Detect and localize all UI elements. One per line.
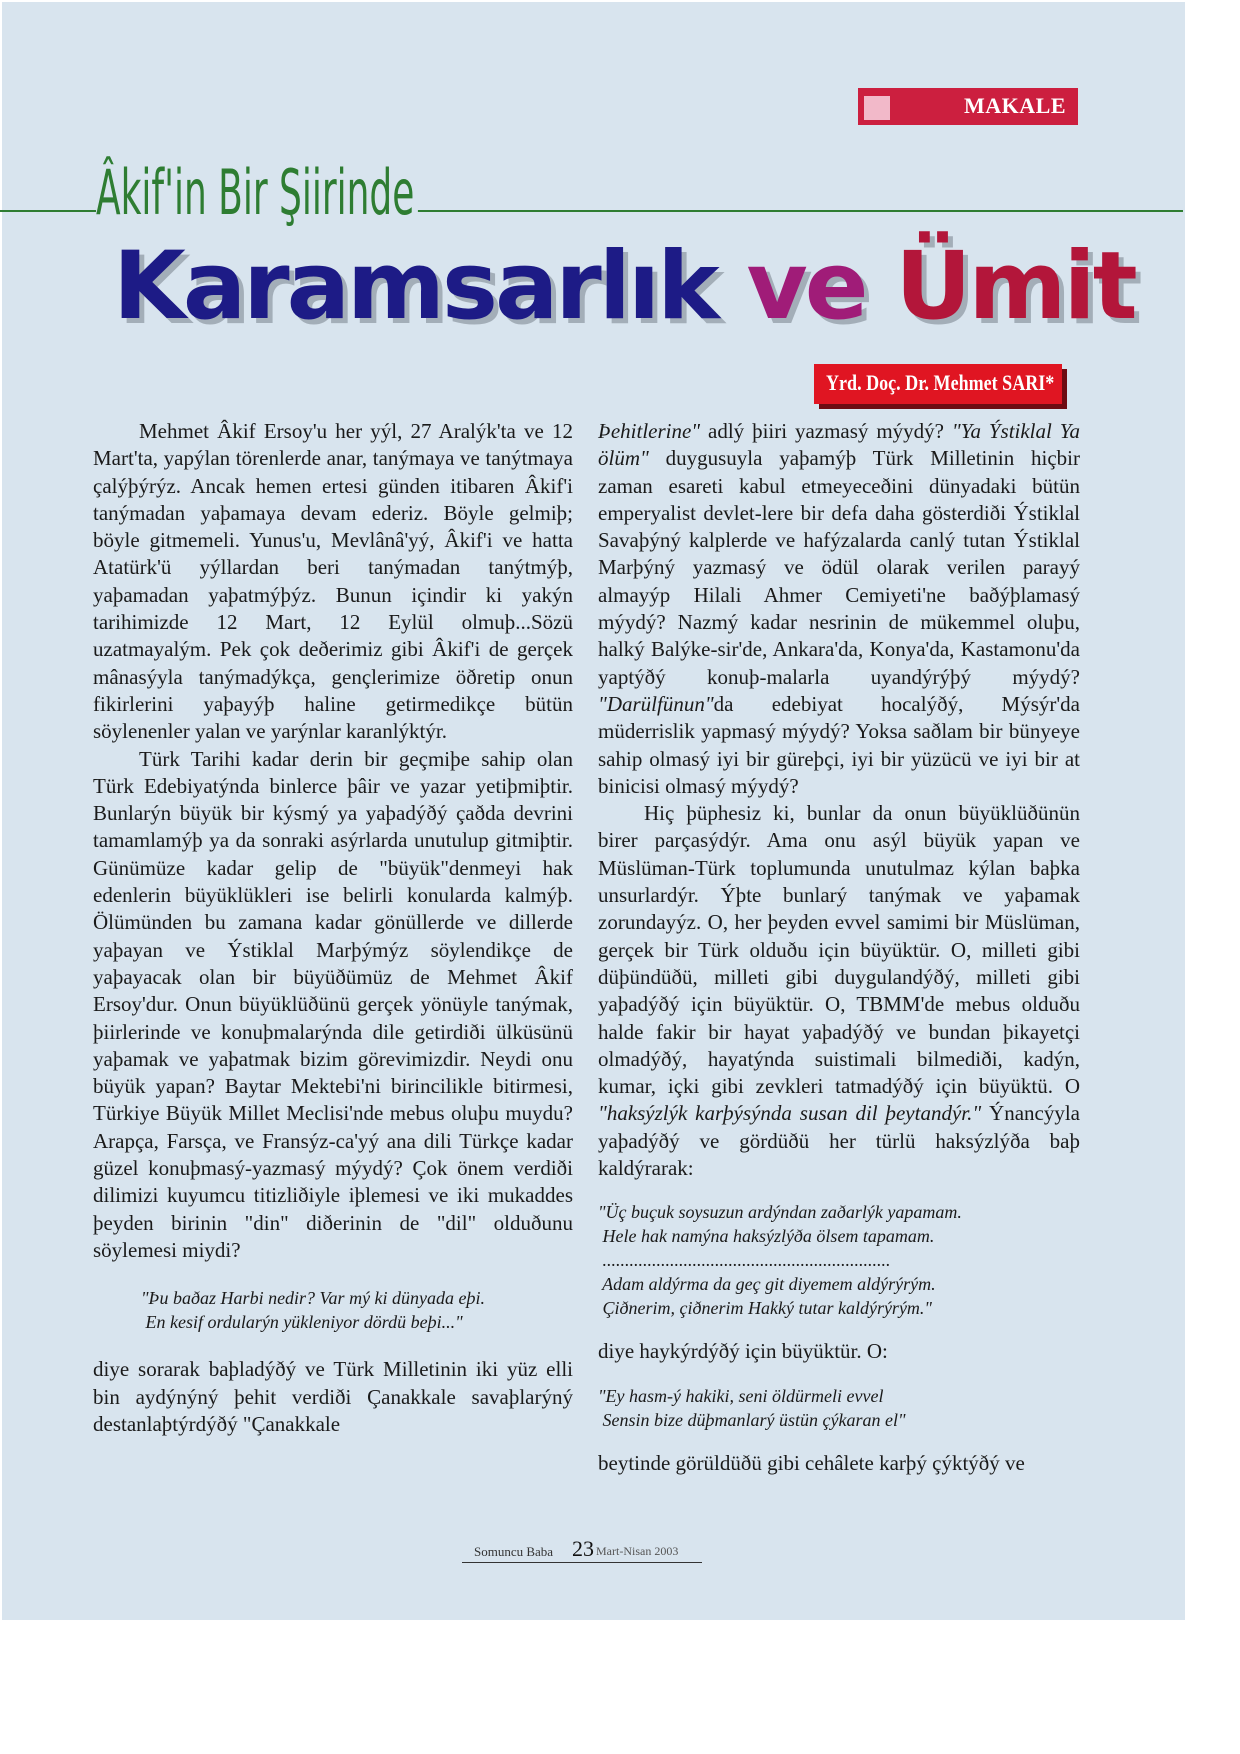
italic-quote: Þehitlerine" [598,419,701,443]
paragraph: diye haykýrdýðý için büyüktür. O: [598,1339,888,1364]
verse-line: Hele hak namýna haksýzlýða ölsem tapamam. [598,1226,935,1247]
verse-block [598,1200,1080,1320]
paragraph: Türk Tarihi kadar derin bir geçmiþe sahip olan Türk Edebiyatýnda binlerce þâir ve yazar yetiþmiþtir. Bunlarýn büyük bir kýsmý ya yaþadýðý çaðda devrini tamamlamýþ ya da sonraki asýrlarda unutulup gitmiþtir. Günümüze kadar gelip de "büyük"denmeyi hak edenlerin büyüklükleri ise belirli konularda kalmýþ. Ölümünden bu zamana kadar gönüllerde ve dillerde yaþayan ve Ýstiklal Marþýmýz söylendikçe de yaþayacak olan bir büyüðümüz de Mehmet Âkif Ersoy'dur. Onun büyüklüðünü gerçek yönüyle tanýmak, þiirlerinde ve konuþmalarýnda dile getirdiði ülküsünü yaþamak ve yaþatmak bizim görevimizdir. Neydi onu büyük yapan? Baytar Mektebi'ni birincilikle bitirmesi, Türkiye Büyük Millet Meclisi'nde mebus oluþu muydu? Arapça, Farsça, ve Fransýz-ca'yý ana dili Türkçe kadar güzel konuþmasý-yazmasý mýydý? Çok önem verdiði dilimizi kuyumcu titizliðiyle iþlemesi ve iki mukaddes þeyden birinin "din" diðerinin de "dil" olduðunu söylemesi miydi? [93,746,573,1262]
paragraph: beytinde görüldüðü gibi cehâlete karþý çýktýðý ve [598,1450,1025,1475]
verse-block [141,1286,573,1334]
verse-line: "Þu baðaz Harbi nedir? Var mý ki dünyada eþi. [141,1288,486,1309]
text-run: Hiç þüphesiz ki, bunlar da onun büyüklüðünün birer parçasýdýr. Ama onu asýl büyük yapan ve Müslüman-Türk toplumunda unutulmaz kýlan baþka unsurlardýr. Ýþte bunlarý tanýmak ve yaþamak zorundayýz. O, her þeyden evvel samimi bir Müslüman, gerçek bir Türk olduðu için büyüktür. O, milleti gibi düþündüðü, milleti gibi duygulandýðý, milleti gibi yaþadýðý için büyüktür. O, TBMM'de mebus olduðu halde fakir bir hayat yaþadýðý ve bundan þikayetçi olmadýðý, hayatýnda suistimali bilmediði, kadýn, kumar, içki gibi zevkleri tatmadýðý için büyüktü. O [598,801,1080,1099]
section-tag [858,88,1078,125]
paragraph [598,800,1080,1182]
footer-magazine: Somuncu Baba [474,1544,554,1559]
headline-word-2: ve [746,232,866,341]
author-box [814,364,1062,404]
text-run: da edebiyat hocalýðý, Mýsýr'da müderrislik yapmasý mýydý? Yoksa saðlam bir bünyeye sahip olmasý iyi bir güreþçi, iyi bir yüzücü ve iyi bir at binicisi olmasý mýydý? [598,691,1080,798]
headline-word-3: Ümit [895,232,1135,341]
author-name: Yrd. Doç. Dr. Mehmet SARI* [826,370,1055,395]
italic-quote: "Ya Ýstiklal Ya ölüm" [598,419,1080,471]
article-column-left [93,418,573,1438]
paragraph: diye sorarak baþladýðý ve Türk Milletinin iki yüz elli bin aydýnýný þehit verdiði Çanakkale savaþlarýný destanlaþtýrdýðý "Çanakkale [93,1357,573,1436]
verse-line: Çiðnerim, çiðnerim Hakký tutar kaldýrýrým." [598,1298,932,1319]
verse-line: Sensin bize düþmanlarý üstün çýkaran el" [598,1409,906,1430]
page-number: 23 [572,1536,594,1561]
headline-word-1: Karamsarlık [113,232,717,341]
article-column-right [598,418,1080,1477]
text-run: adlý þiiri yazmasý mýydý? [700,419,952,443]
page-footer [462,1536,702,1563]
verse-line: "Ey hasm-ý hakiki, seni öldürmeli evvel [598,1385,884,1406]
footer-date: Mart-Nisan 2003 [596,1544,679,1558]
verse-line: En kesif ordularýn yükleniyor dördü beþi..." [141,1312,463,1333]
paragraph: Mehmet Âkif Ersoy'u her yýl, 27 Aralýk'ta ve 12 Mart'ta, yapýlan törenlerde anar, tanýmaya ve tanýtmaya çalýþýrýz. Ancak hemen ertesi günden itibaren Âkif'i tanýmadan yaþamaya devam ederiz. Böyle gelmiþ; böyle gitmemeli. Yunus'u, Mevlânâ'yý, Âkif'i ve hatta Atatürk'ü yýllardan beri tanýmadan tanýtmýþ, yaþamadan yaþatmýþýz. Bunun içindir ki yakýn tarihimizde 12 Mart, 12 Eylül olmuþ...Sözü uzatmayalým. Pek çok deðerimiz gibi Âkif'i de gerçek mânasýyla tanýmadýkça, gençlerimize öðretip onun fikirlerini yaþayýþ haline getirmedikçe bütün söylenenler yalan ve yarýnlar karanlýktýr. [93,419,573,744]
paragraph [598,418,1080,800]
text-run: duygusuyla yaþamýþ Türk Milletinin hiçbir zaman esareti kabul etmeyeceðini dünyadaki bütün emperyalist devlet-lere bir defa daha gösterdiði Ýstiklal Savaþýný kalplerde ve hafýzalarda canlý tutan Ýstiklal Marþýný yazmasý ve ödül olarak verilen parayý almayýp Hilali Ahmer Cemiyeti'ne baðýþlamasý mýydý? Nazmý kadar nesrinin de mükemmel oluþu, halký Balýke-sir'de, Ankara'da, Konya'da, Kastamonu'da yaptýðý konuþ-malarla uyandýrýþý mýydý? [598,446,1080,689]
verse-line: Adam aldýrma da geç git diyemem aldýrýrým. [598,1274,936,1295]
text-run: Ýnancýyla yaþadýðý ve gördüðü her türlü haksýzlýða baþ kaldýrarak: [598,1101,1080,1181]
section-tag-label: MAKALE [964,93,1066,118]
verse-line: ................................................................ [598,1250,891,1271]
kicker-title: Âkif'in Bir Şiirinde [96,158,418,228]
verse-line: "Üç buçuk soysuzun ardýndan zaðarlýk yapamam. [598,1202,962,1223]
verse-block [598,1384,1080,1432]
italic-quote: "Darülfünun" [598,691,714,716]
italic-quote: "haksýzlýk karþýsýnda susan dil þeytandýr." [598,1101,982,1126]
headline [113,232,1135,342]
section-tag-accent [864,96,890,120]
